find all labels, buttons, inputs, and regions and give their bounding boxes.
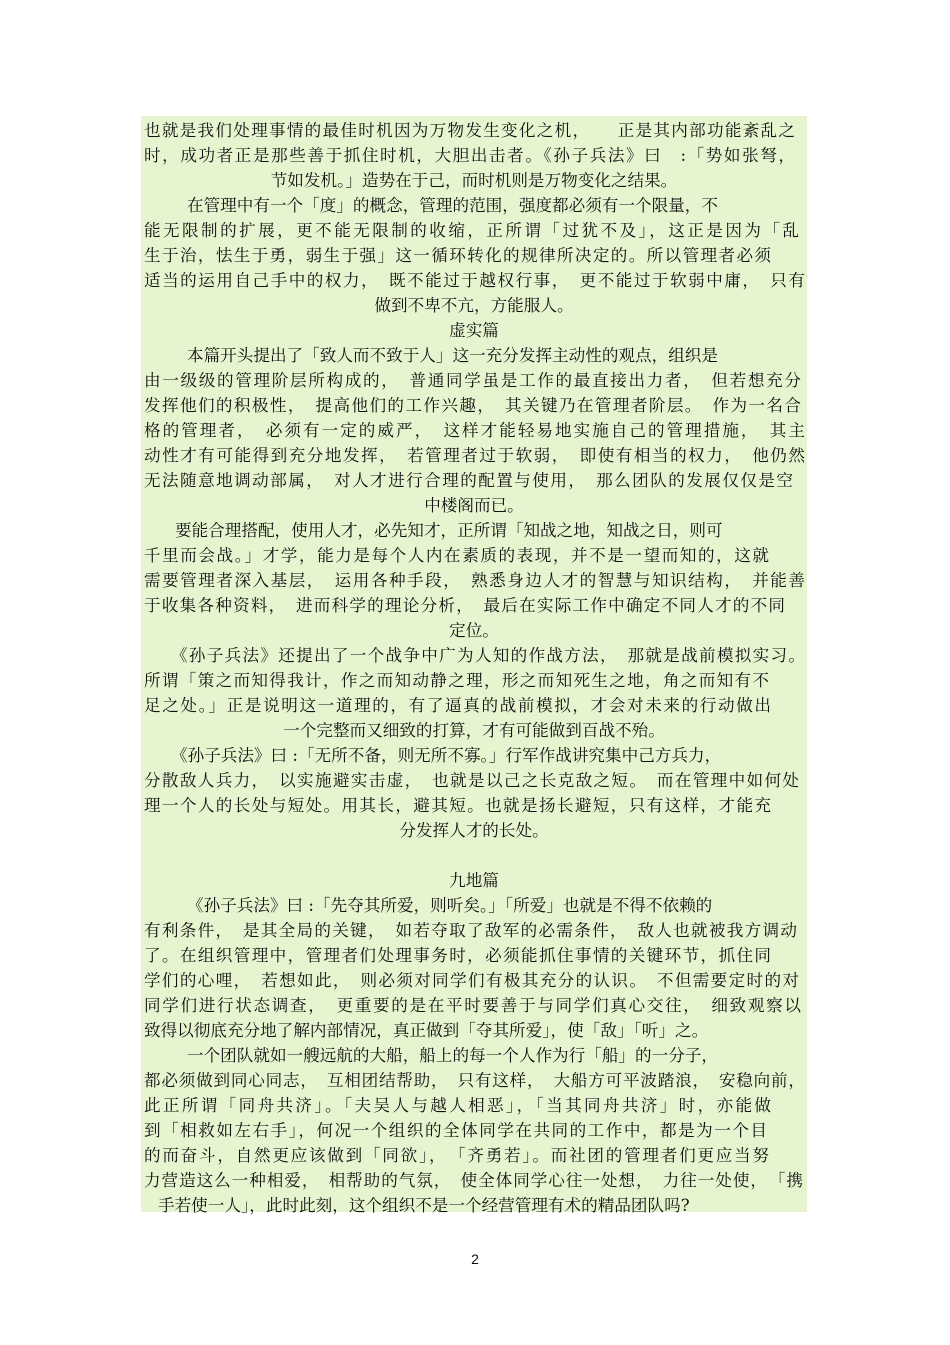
text-line: 分散敌人兵力， 以实施避实击虚， 也就是以己之长克敌之短。 而在管理中如何处	[144, 771, 799, 790]
text-line: 同学们进行状态调查， 更重要的是在平时要善于与同学们真心交往， 细致观察以	[144, 996, 801, 1015]
text-line: 足之处。」正是说明这一道理的，有了逼真的战前模拟，才会对未来的行动做出	[144, 696, 771, 715]
text-line: 格的管理者， 必须有一定的威严， 这样才能轻易地实施自己的管理措施， 其主	[144, 421, 805, 440]
blank-line	[141, 843, 807, 868]
text-line: 本篇开头提出了「致人而不致于人」这一充分发挥主动性的观点，组织是	[187, 346, 718, 365]
text-line: 力营造这么一种相爱， 相帮助的气氛， 使全体同学心往一处想， 力往一处使， 「携	[144, 1171, 803, 1190]
text-line: 手若使一人」，此时此刻，这个组织不是一个经营管理有术的精品团队吗?	[158, 1196, 690, 1215]
text-line: 要能合理搭配，使用人才，必先知才，正所谓「知战之地，知战之日，则可	[175, 521, 723, 540]
text-line: 做到不卑不亢，方能服人。	[374, 296, 574, 315]
text-line: 生于治，怯生于勇，弱生于强」这一循环转化的规律所决定的。所以管理者必须	[144, 246, 771, 265]
text-line: 《孙子兵法》曰 :「无所不备，则无所不寡。」行军作战讲究集中己方兵力，	[171, 746, 722, 765]
text-line: 也就是我们处理事情的最佳时机因为万物发生变化之机， 正是其内部功能紊乱之	[144, 121, 795, 140]
text-line: 《孙子兵法》曰 :「先夺其所爱，则听矣。」「所爱」也就是不得不依赖的	[187, 896, 713, 915]
text-line: 由一级级的管理阶层所构成的， 普通同学虽是工作的最直接出力者， 但若想充分	[144, 371, 801, 390]
text-block	[141, 116, 807, 1215]
text-line: 中楼阁而已。	[424, 496, 524, 515]
text-line: 需要管理者深入基层， 运用各种手段， 熟悉身边人才的智慧与知识结构， 并能善	[144, 571, 805, 590]
text-line: 节如发机。」造势在于己，而时机则是万物变化之结果。	[270, 171, 678, 190]
text-line: 所谓「策之而知得我计，作之而知动静之理，形之而知死生之地，角之而知有不	[144, 671, 769, 690]
text-line: 分发挥人才的长处。	[399, 821, 549, 840]
text-line: 有利条件， 是其全局的关键， 如若夺取了敌军的必需条件， 敌人也就被我方调动	[144, 921, 797, 940]
text-line: 于收集各种资料， 进而科学的理论分析， 最后在实际工作中确定不同人才的不同	[144, 596, 785, 615]
text-line: 学们的心哩， 若想如此， 则必须对同学们有极其充分的认识。 不但需要定时的对	[144, 971, 799, 990]
text-line: 一个团队就如一艘远航的大船，船上的每一个人作为行「船」的一分子，	[187, 1046, 718, 1065]
section-heading: 虚实篇	[449, 321, 499, 340]
text-line: 的而奋斗，自然更应该做到「同欲」， 「齐勇若」。而社团的管理者们更应当努	[144, 1146, 769, 1165]
text-line: 了。在组织管理中，管理者们处理事务时，必须能抓住事情的关键环节，抓住同	[144, 946, 771, 965]
text-line: 致得以彻底充分地了解内部情况，真正做到「夺其所爱」，使「敌」「听」之。	[144, 1021, 709, 1040]
text-line: 动性才有可能得到充分地发挥， 若管理者过于软弱， 即使有相当的权力， 他仍然	[144, 446, 805, 465]
text-line: 发挥他们的积极性， 提高他们的工作兴趣， 其关键乃在管理者阶层。 作为一名合	[144, 396, 801, 415]
text-line: 一个完整而又细致的打算，才有可能做到百战不殆。	[283, 721, 665, 740]
text-line: 千里而会战。」才学，能力是每个人内在素质的表现，并不是一望而知的，这就	[144, 546, 769, 565]
page-number: 2	[471, 1251, 479, 1267]
text-line: 都必须做到同心同志， 互相团结帮助， 只有这样， 大船方可平波踏浪， 安稳向前，	[144, 1071, 805, 1090]
text-line: 无法随意地调动部属， 对人才进行合理的配置与使用， 那么团队的发展仅仅是空	[144, 471, 793, 490]
text-line: 能无限制的扩展，更不能无限制的收缩，正所谓「过犹不及」，这正是因为「乱	[144, 221, 799, 240]
text-line: 《孙子兵法》还提出了一个战争中广为人知的作战方法， 那就是战前模拟实习。	[171, 646, 805, 665]
text-line: 此正所谓「同舟共济」。「夫吴人与越人相恶」，「当其同舟共济」时，亦能做	[144, 1096, 771, 1115]
text-line: 定位。	[449, 621, 499, 640]
text-line: 在管理中有一个「度」的概念，管理的范围，强度都必须有一个限量，不	[187, 196, 718, 215]
text-line: 到「相救如左右手」，何况一个组织的全体同学在共同的工作中，都是为一个目	[144, 1121, 767, 1140]
section-heading: 九地篇	[449, 871, 499, 890]
text-line: 时，成功者正是那些善于抓住时机，大胆出击者。《孙子兵法》曰 :「势如张弩，	[144, 146, 795, 165]
text-line: 理一个人的长处与短处。用其长，避其短。也就是扬长避短，只有这样，才能充	[144, 796, 771, 815]
text-line: 适当的运用自己手中的权力， 既不能过于越权行事， 更不能过于软弱中庸， 只有	[144, 271, 805, 290]
